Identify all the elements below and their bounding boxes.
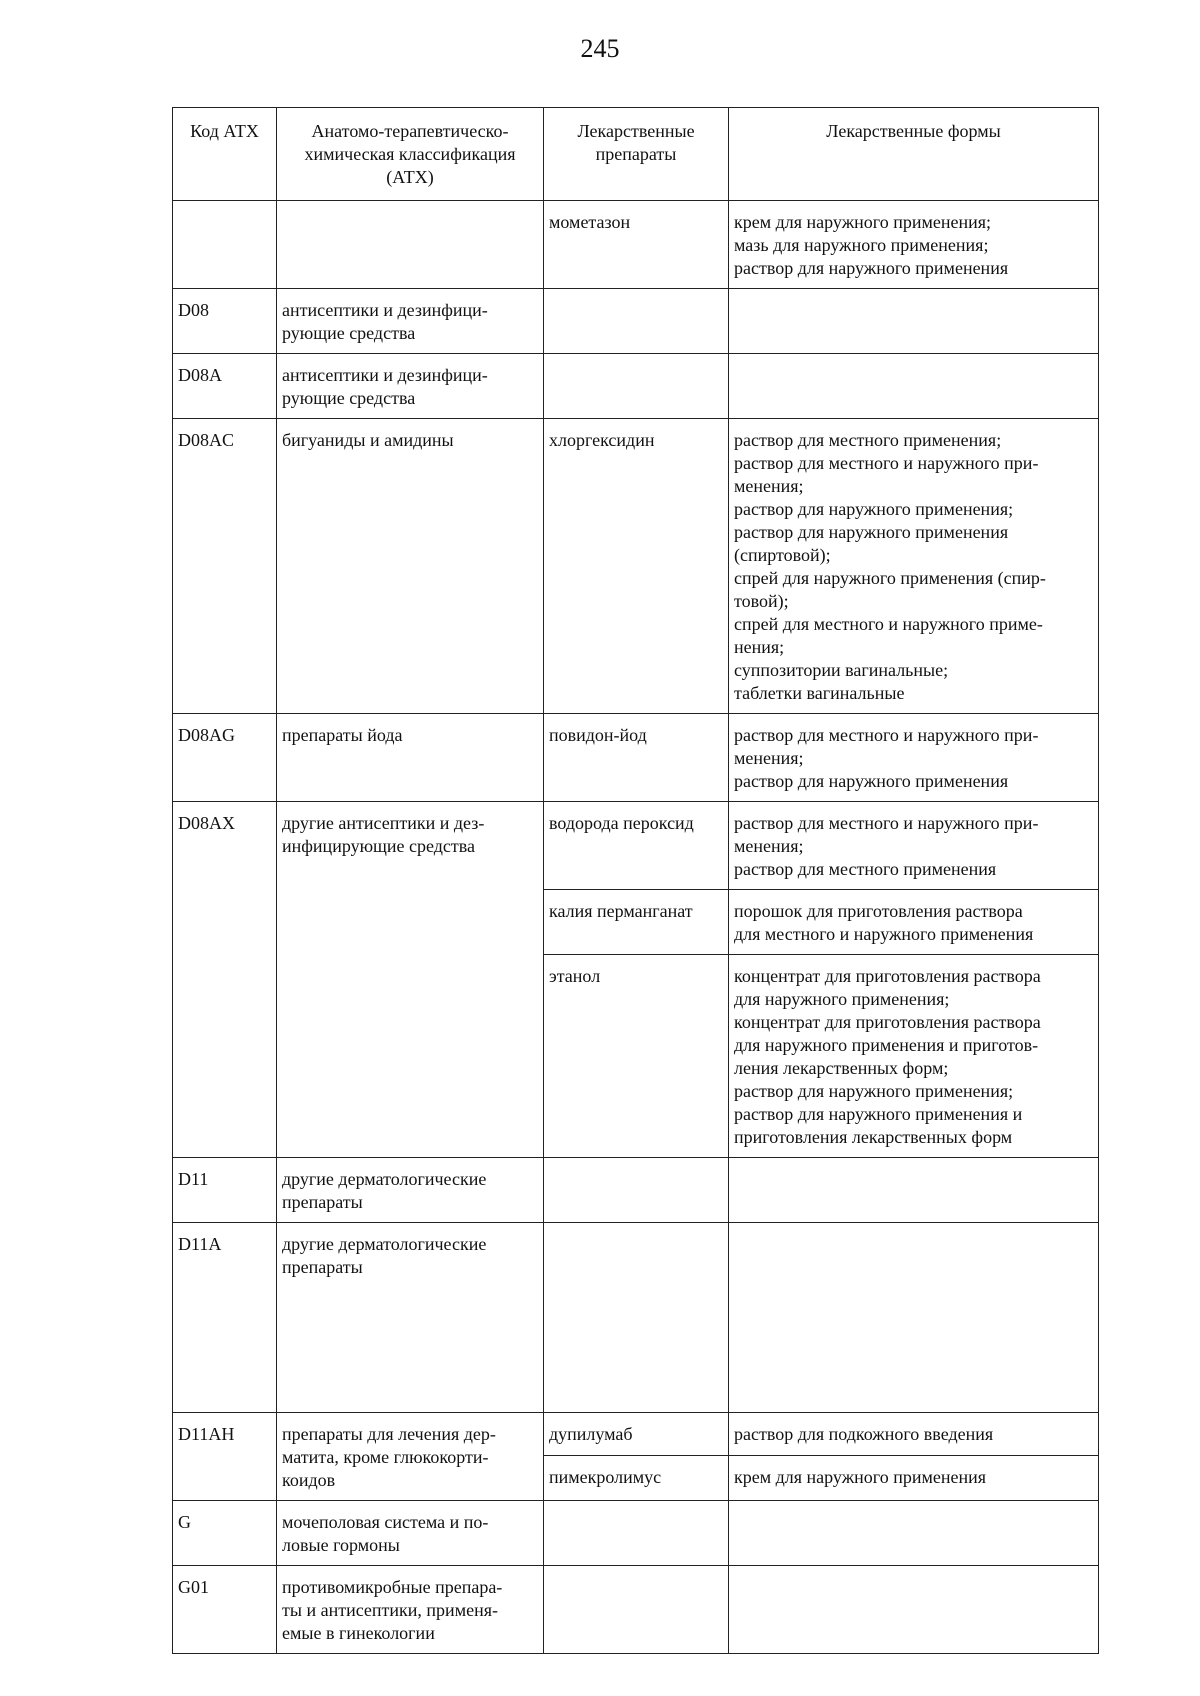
classification-line: другие дерматологические — [282, 1234, 487, 1254]
atc-code-cell: D08AC — [173, 419, 277, 714]
drug-cell: водорода пероксид — [544, 802, 729, 890]
atc-code-cell: D08 — [173, 289, 277, 354]
drug-cell — [544, 1566, 729, 1654]
form-line: (спиртовой); — [734, 545, 831, 565]
forms-cell — [729, 955, 1099, 1158]
atc-code-cell: G — [173, 1501, 277, 1566]
form-line: суппозитории вагинальные; — [734, 660, 949, 680]
header-classification-line: Анатомо-терапевтическо- — [311, 121, 509, 141]
classification-line: емые в гинекологии — [282, 1623, 435, 1643]
atc-code-cell: D08A — [173, 354, 277, 419]
classification-line: ловые гормоны — [282, 1535, 400, 1555]
form-line: товой); — [734, 591, 789, 611]
form-line: концентрат для приготовления раствора — [734, 1012, 1041, 1032]
form-line: раствор для наружного применения — [734, 771, 1009, 791]
forms-cell — [729, 1158, 1099, 1223]
forms-cell — [729, 201, 1099, 289]
table-row — [173, 1158, 1099, 1223]
drug-cell — [544, 354, 729, 419]
table-row — [173, 1566, 1099, 1654]
form-line: спрей для местного и наружного приме- — [734, 614, 1043, 634]
classification-cell — [277, 201, 544, 289]
atc-code-cell: D11AH — [173, 1413, 277, 1501]
atc-code-cell: D08AX — [173, 802, 277, 1158]
page-number: 245 — [580, 34, 620, 63]
table-body — [173, 201, 1099, 1654]
form-line: раствор для местного применения; — [734, 430, 1002, 450]
forms-cell — [729, 354, 1099, 419]
form-line: нения; — [734, 637, 785, 657]
form-line: раствор для наружного применения; — [734, 499, 1014, 519]
atc-code-cell: D08AG — [173, 714, 277, 802]
form-line: мазь для наружного применения; — [734, 235, 989, 255]
form-line: раствор для местного и наружного при- — [734, 725, 1039, 745]
form-line: раствор для наружного применения; — [734, 1081, 1014, 1101]
form-line: крем для наружного применения — [734, 1466, 987, 1487]
table-row — [173, 201, 1099, 289]
header-classification-line: (АТХ) — [386, 167, 434, 187]
form-line: ления лекарственных форм; — [734, 1058, 949, 1078]
classification-cell — [277, 289, 544, 354]
classification-cell — [277, 802, 544, 1158]
table-row — [173, 289, 1099, 354]
header-drugs — [544, 108, 729, 201]
classification-line: коидов — [282, 1470, 336, 1490]
form-line: раствор для подкожного введения — [734, 1424, 994, 1444]
drug-cell: калия перманганат — [544, 890, 729, 955]
table-row — [173, 419, 1099, 714]
classification-line: матита, кроме глюкокорти- — [282, 1447, 489, 1467]
forms-cell — [729, 289, 1099, 354]
forms-cell — [729, 890, 1099, 955]
classification-line: инфицирующие средства — [282, 836, 476, 856]
form-line: для местного и наружного применения — [734, 924, 1034, 944]
form-line: менения; — [734, 476, 804, 496]
table-row — [173, 1501, 1099, 1566]
forms-cell — [729, 1223, 1099, 1413]
form-line: для наружного применения; — [734, 989, 950, 1009]
drug-cell: пимекролимус — [544, 1455, 729, 1500]
classification-line: другие дерматологические — [282, 1169, 487, 1189]
drug-cell — [544, 1158, 729, 1223]
header-code: Код АТХ — [173, 108, 277, 201]
drug-cell: хлоргексидин — [544, 419, 729, 714]
form-line: порошок для приготовления раствора — [734, 901, 1023, 921]
classification-line: противомикробные препара- — [282, 1577, 503, 1597]
header-forms: Лекарственные формы — [729, 108, 1099, 201]
drug-cell: дупилумаб — [544, 1413, 729, 1456]
drug-cell: этанол — [544, 955, 729, 1158]
classification-line: препараты для лечения дер- — [282, 1424, 496, 1444]
classification-cell — [277, 1223, 544, 1413]
table-row — [173, 354, 1099, 419]
form-line: раствор для местного и наружного при- — [734, 813, 1039, 833]
header-drugs-line: Лекарственные — [577, 121, 695, 141]
classification-cell — [277, 1566, 544, 1654]
atc-table — [172, 107, 1099, 1654]
classification-cell — [277, 1158, 544, 1223]
classification-cell — [277, 354, 544, 419]
classification-line: другие антисептики и дез- — [282, 813, 485, 833]
forms-cell — [729, 419, 1099, 714]
form-line: раствор для наружного применения — [734, 258, 1009, 278]
forms-cell — [729, 1455, 1099, 1500]
drug-cell — [544, 1501, 729, 1566]
atc-code-cell: D11A — [173, 1223, 277, 1413]
classification-line: рующие средства — [282, 388, 416, 408]
classification-line: препараты йода — [282, 725, 403, 745]
form-line: раствор для местного применения — [734, 859, 997, 879]
form-line: раствор для местного и наружного при- — [734, 453, 1039, 473]
forms-cell — [729, 802, 1099, 890]
classification-line: препараты — [282, 1257, 363, 1277]
form-line: для наружного применения и приготов- — [734, 1035, 1039, 1055]
form-line: таблетки вагинальные — [734, 683, 905, 703]
header-row — [173, 108, 1099, 201]
classification-line: бигуаниды и амидины — [282, 430, 454, 450]
header-classification-line: химическая классификация — [304, 144, 516, 164]
header-classification — [277, 108, 544, 201]
form-line: раствор для наружного применения и — [734, 1104, 1023, 1124]
classification-line: препараты — [282, 1192, 363, 1212]
classification-cell — [277, 714, 544, 802]
drug-cell: повидон-йод — [544, 714, 729, 802]
classification-line: рующие средства — [282, 323, 416, 343]
forms-cell — [729, 1413, 1099, 1456]
drug-cell — [544, 289, 729, 354]
form-line: крем для наружного применения; — [734, 212, 992, 232]
classification-line: ты и антисептики, применя- — [282, 1600, 498, 1620]
forms-cell — [729, 1501, 1099, 1566]
header-drugs-line: препараты — [595, 144, 677, 164]
table-row — [173, 1223, 1099, 1413]
table-row — [173, 802, 1099, 890]
drug-cell: мометазон — [544, 201, 729, 289]
forms-cell — [729, 714, 1099, 802]
classification-line: мочеполовая система и по- — [282, 1512, 489, 1532]
drug-cell — [544, 1223, 729, 1413]
form-line: раствор для наружного применения — [734, 522, 1009, 542]
classification-cell — [277, 419, 544, 714]
classification-line: антисептики и дезинфици- — [282, 365, 488, 385]
table-row — [173, 714, 1099, 802]
table-row — [173, 1413, 1099, 1456]
classification-cell — [277, 1501, 544, 1566]
forms-cell — [729, 1566, 1099, 1654]
classification-line: антисептики и дезинфици- — [282, 300, 488, 320]
atc-code-cell: G01 — [173, 1566, 277, 1654]
classification-cell — [277, 1413, 544, 1501]
form-line: менения; — [734, 748, 804, 768]
form-line: менения; — [734, 836, 804, 856]
atc-code-cell: D11 — [173, 1158, 277, 1223]
atc-code-cell — [173, 201, 277, 289]
form-line: спрей для наружного применения (спир- — [734, 568, 1046, 588]
form-line: концентрат для приготовления раствора — [734, 966, 1041, 986]
form-line: приготовления лекарственных форм — [734, 1127, 1013, 1147]
